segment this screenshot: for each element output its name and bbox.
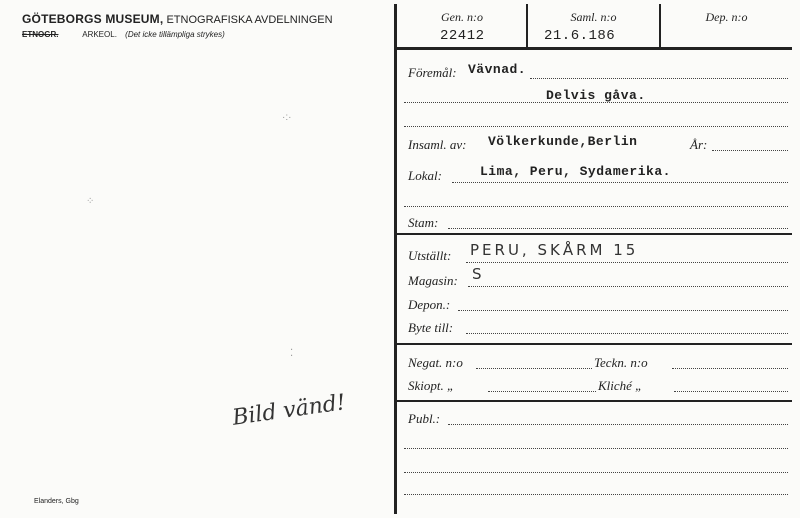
object-label: Föremål: (408, 65, 457, 80)
dotted-line (468, 286, 788, 287)
dotted-line (452, 182, 788, 183)
strike-note: (Det icke tillämpliga strykes) (125, 30, 225, 39)
locality-value: Lima, Peru, Sydamerika. (480, 164, 671, 179)
exhibited-label: Utställt: (408, 248, 452, 263)
dotted-line (404, 494, 788, 495)
section-rule (396, 400, 792, 402)
exhibited-value: PERU, SKÅRM 15 (470, 241, 639, 259)
tribe-label: Stam: (408, 215, 439, 230)
department-name: ETNOGRAFISKA AVDELNINGEN (166, 14, 333, 26)
dotted-line (674, 391, 788, 392)
dotted-line (404, 472, 788, 473)
section-rule (396, 233, 792, 235)
publication-label: Publ.: (408, 411, 441, 426)
dotted-line (404, 126, 788, 127)
handwritten-note: Bild vänd! (230, 390, 348, 431)
section-rule (396, 343, 792, 345)
dep-number-label: Dep. n:o (705, 10, 748, 24)
dotted-line (530, 78, 788, 79)
dotted-line (448, 424, 788, 425)
exchange-label: Byte till: (408, 320, 454, 335)
ink-speck: ⁘ (86, 196, 95, 207)
dotted-line (672, 368, 788, 369)
museum-name: GÖTEBORGS MUSEUM, (22, 12, 164, 26)
deposit-label: Depon.: (408, 297, 451, 312)
printer-credit: Elanders, Gbg (34, 498, 79, 505)
storage-label: Magasin: (408, 273, 458, 288)
dotted-line (476, 368, 592, 369)
saml-number-value: 21.6.186 (544, 28, 616, 44)
dotted-line (488, 391, 596, 392)
ink-speck: ⁚ (290, 348, 294, 359)
dotted-line (404, 102, 788, 103)
object-note: Delvis gåva. (546, 88, 646, 103)
arkeol-label: ARKEOL. (82, 30, 117, 39)
card-header (22, 12, 333, 26)
object-value: Vävnad. (468, 62, 527, 77)
dotted-line (466, 333, 788, 334)
saml-number-label: Saml. n:o (570, 10, 617, 24)
panel-divider (394, 4, 397, 514)
header-rule (396, 47, 792, 50)
dotted-line (404, 206, 788, 207)
dotted-line (712, 150, 788, 151)
struck-department: ETNOGR. (22, 30, 59, 39)
dotted-line (458, 310, 788, 311)
slide-label: Skiopt. „ (408, 378, 455, 393)
ink-speck: ·:· (282, 112, 292, 123)
collected-by-value: Völkerkunde,Berlin (488, 134, 638, 149)
negative-number-label: Negat. n:o (408, 355, 463, 370)
gen-number-label: Gen. n:o (441, 10, 483, 24)
drawing-number-label: Teckn. n:o (594, 355, 648, 370)
card-subheader (22, 30, 225, 39)
year-label: År: (690, 137, 708, 152)
gen-number-value: 22412 (440, 28, 485, 44)
locality-label: Lokal: (408, 168, 442, 183)
dotted-line (448, 228, 788, 229)
storage-value: S (472, 265, 485, 283)
dotted-line (466, 262, 788, 263)
collected-by-label: Insaml. av: (408, 137, 467, 152)
cliche-label: Kliché „ (598, 378, 643, 393)
dotted-line (404, 448, 788, 449)
